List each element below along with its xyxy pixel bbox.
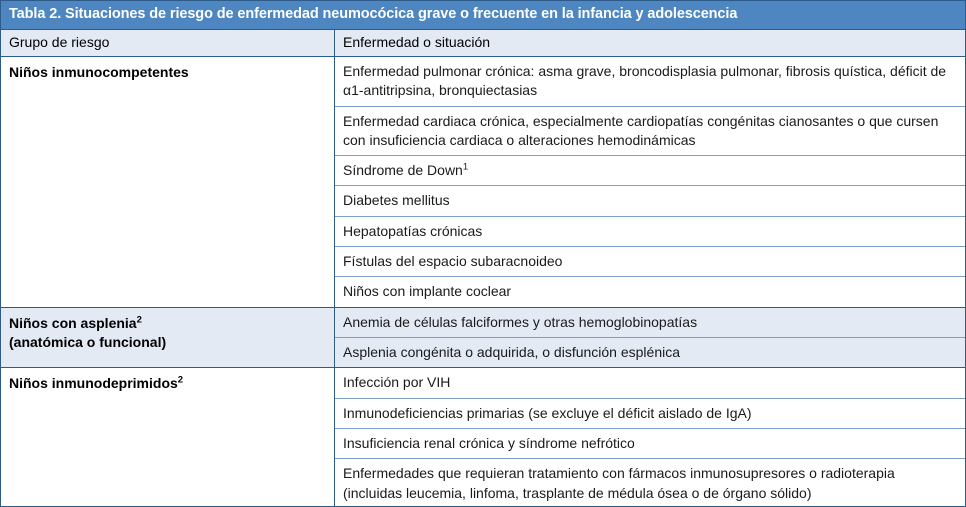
table-row: Inmunodeficiencias primarias (se excluye el déficit aislado de IgA) [335,399,965,429]
group-items [335,308,965,368]
table-group-row [1,308,965,369]
table-group-row [1,368,965,507]
group-label: Niños con asplenia$^2$ (anatómica o funcional) [1,308,335,368]
table-row: Infección por VIH [335,368,965,398]
group-items [335,57,965,307]
group-items [335,368,965,507]
table-row: Niños con implante coclear [343,283,512,300]
table-body [1,57,965,507]
table-row: Enfermedad cardiaca crónica, especialmente cardiopatías congénitas cianosantes o que cursen con insuficiencia cardiaca o alteraciones hemodinámicas [335,107,965,157]
table-row: Anemia de células falciformes y otras hemoglobinopatías [335,308,965,338]
table-title: Tabla 2. Situaciones de riesgo de enfermedad neumocócica grave o frecuente en la infancia y adolescencia [1,1,965,30]
table-row: Asplenia congénita o adquirida, o disfunción esplénica [335,338,965,367]
table-row: Síndrome de Down$^1$ [335,156,965,186]
table-group-row [1,57,965,308]
table-row: Insuficiencia renal crónica y síndrome nefrótico [335,429,965,459]
table-row: Enfermedades que requieran tratamiento con fármacos inmunosupresores o radioterapia (incluidas leucemia, linfoma, trasplante de médula ósea o de órgano sólido) [343,465,895,501]
table-row: Enfermedad pulmonar crónica: asma grave, broncodisplasia pulmonar, fibrosis quística, déficit de α1-antitripsina, bronquiectasias [335,57,965,107]
table-row: Fístulas del espacio subaracnoideo [335,247,965,277]
table-row: Diabetes mellitus [335,186,965,216]
group-label: Niños inmunocompetentes [1,57,335,307]
group-label: Niños inmunodeprimidos$^2$ [1,368,335,507]
table-header-row [1,30,965,57]
table-row: Hepatopatías crónicas [335,217,965,247]
column-header-enfermedad-o-situacion: Enfermedad o situación [343,33,491,50]
column-header-grupo-de-riesgo: Grupo de riesgo [1,30,335,56]
